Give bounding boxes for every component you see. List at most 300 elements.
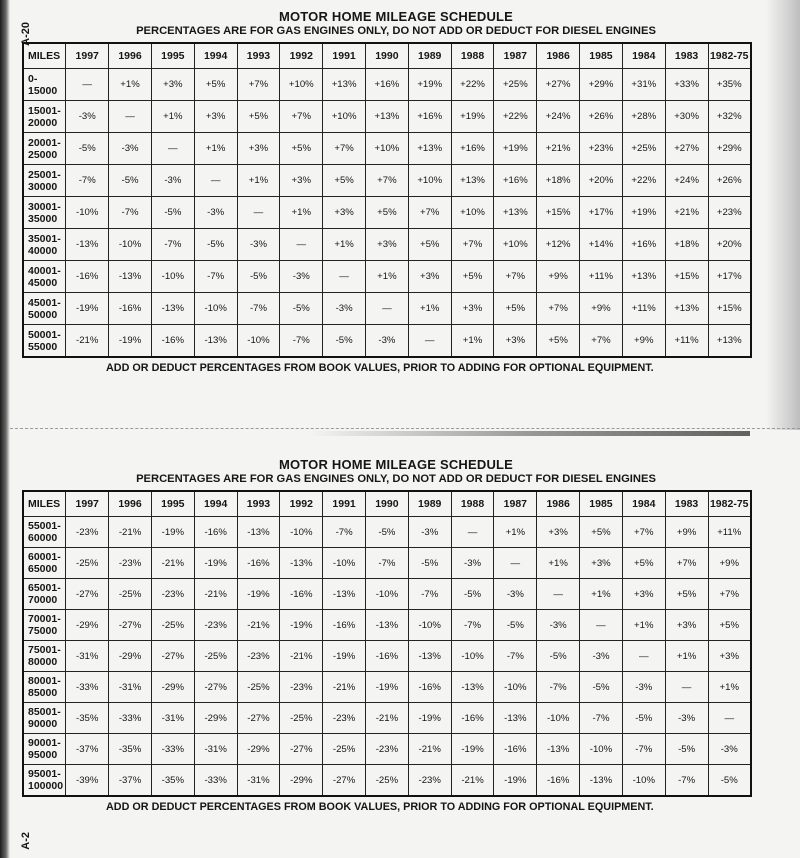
percentage-cell: +11% (708, 517, 751, 548)
percentage-cell: +23% (708, 197, 751, 229)
percentage-cell: +10% (323, 101, 366, 133)
percentage-cell: -23% (109, 548, 152, 579)
percentage-cell: -10% (280, 517, 323, 548)
percentage-cell: +7% (665, 548, 708, 579)
percentage-cell: +5% (494, 293, 537, 325)
percentage-cell: -13% (408, 641, 451, 672)
percentage-cell: -23% (366, 734, 409, 765)
percentage-cell: -25% (194, 641, 237, 672)
percentage-cell: -7% (622, 734, 665, 765)
percentage-cell: +16% (366, 69, 409, 101)
percentage-cell: +3% (708, 641, 751, 672)
percentage-cell: +7% (366, 165, 409, 197)
percentage-cell: -29% (280, 765, 323, 797)
percentage-cell: -10% (237, 325, 280, 358)
percentage-cell: +21% (665, 197, 708, 229)
column-header-year: 1994 (194, 491, 237, 517)
schedule-panel-bottom (10, 458, 762, 813)
percentage-cell: -21% (194, 579, 237, 610)
mileage-range-cell: 65001-70000 (23, 579, 66, 610)
percentage-cell: -19% (494, 765, 537, 797)
percentage-cell: -10% (622, 765, 665, 797)
percentage-cell: -7% (66, 165, 109, 197)
percentage-cell: +1% (151, 101, 194, 133)
percentage-cell: +22% (494, 101, 537, 133)
percentage-cell: -23% (323, 703, 366, 734)
percentage-cell: -5% (451, 579, 494, 610)
percentage-cell: -27% (66, 579, 109, 610)
percentage-cell: — (451, 517, 494, 548)
column-header-year: 1991 (323, 43, 366, 69)
table-header-row (23, 491, 751, 517)
percentage-cell: -16% (451, 703, 494, 734)
table-row (23, 325, 751, 358)
percentage-cell: -7% (109, 197, 152, 229)
percentage-cell: -10% (66, 197, 109, 229)
percentage-cell: -16% (280, 579, 323, 610)
percentage-cell: -16% (366, 641, 409, 672)
percentage-cell: +16% (622, 229, 665, 261)
percentage-cell: -31% (109, 672, 152, 703)
percentage-cell: +13% (708, 325, 751, 358)
percentage-cell: +7% (537, 293, 580, 325)
column-header-year: 1996 (109, 43, 152, 69)
percentage-cell: -3% (237, 229, 280, 261)
percentage-cell: -3% (323, 293, 366, 325)
percentage-cell: -5% (280, 293, 323, 325)
percentage-cell: +5% (237, 101, 280, 133)
percentage-cell: -25% (366, 765, 409, 797)
percentage-cell: +7% (280, 101, 323, 133)
percentage-cell: -16% (194, 517, 237, 548)
percentage-cell: -3% (366, 325, 409, 358)
percentage-cell: -21% (109, 517, 152, 548)
percentage-cell: +1% (622, 610, 665, 641)
percentage-cell: -33% (66, 672, 109, 703)
mileage-range-cell: 40001-45000 (23, 261, 66, 293)
mileage-range-cell: 70001-75000 (23, 610, 66, 641)
percentage-cell: +3% (537, 517, 580, 548)
percentage-cell: +17% (708, 261, 751, 293)
column-header-year: 1988 (451, 43, 494, 69)
percentage-cell: -19% (323, 641, 366, 672)
percentage-cell: -35% (109, 734, 152, 765)
column-header-year: 1989 (408, 43, 451, 69)
percentage-cell: +3% (451, 293, 494, 325)
table-row (23, 517, 751, 548)
percentage-cell: -3% (280, 261, 323, 293)
percentage-cell: -7% (451, 610, 494, 641)
table-row (23, 101, 751, 133)
column-header-year: 1987 (494, 491, 537, 517)
percentage-cell: -13% (451, 672, 494, 703)
percentage-cell: +27% (537, 69, 580, 101)
column-header-miles: MILES (23, 43, 66, 69)
percentage-cell: +11% (665, 325, 708, 358)
percentage-cell: +19% (622, 197, 665, 229)
percentage-cell: +10% (494, 229, 537, 261)
percentage-cell: -39% (66, 765, 109, 797)
percentage-cell: -31% (66, 641, 109, 672)
percentage-cell: -27% (151, 641, 194, 672)
percentage-cell: -16% (537, 765, 580, 797)
percentage-cell: +23% (580, 133, 623, 165)
percentage-cell: +21% (537, 133, 580, 165)
column-header-year: 1991 (323, 491, 366, 517)
percentage-cell: -13% (237, 517, 280, 548)
percentage-cell: +5% (665, 579, 708, 610)
percentage-cell: -5% (109, 165, 152, 197)
percentage-cell: — (494, 548, 537, 579)
percentage-cell: +14% (580, 229, 623, 261)
percentage-cell: -13% (580, 765, 623, 797)
percentage-cell: -3% (151, 165, 194, 197)
column-header-year: 1987 (494, 43, 537, 69)
percentage-cell: +19% (408, 69, 451, 101)
table-row (23, 579, 751, 610)
table-header-row (23, 43, 751, 69)
percentage-cell: +5% (451, 261, 494, 293)
percentage-cell: +7% (408, 197, 451, 229)
table-row (23, 703, 751, 734)
percentage-cell: -7% (323, 517, 366, 548)
column-header-year: 1996 (109, 491, 152, 517)
percentage-cell: — (580, 610, 623, 641)
page-code-bottom: A-2 (20, 832, 32, 850)
percentage-cell: +3% (580, 548, 623, 579)
percentage-cell: -5% (66, 133, 109, 165)
percentage-cell: -21% (151, 548, 194, 579)
percentage-cell: +3% (366, 229, 409, 261)
percentage-cell: — (66, 69, 109, 101)
percentage-cell: +13% (622, 261, 665, 293)
column-header-year: 1982-75 (708, 43, 751, 69)
percentage-cell: -13% (366, 610, 409, 641)
percentage-cell: -5% (151, 197, 194, 229)
percentage-cell: +1% (665, 641, 708, 672)
percentage-cell: +1% (323, 229, 366, 261)
percentage-cell: -27% (323, 765, 366, 797)
percentage-cell: -23% (280, 672, 323, 703)
percentage-cell: -10% (580, 734, 623, 765)
percentage-cell: +7% (237, 69, 280, 101)
percentage-cell: -5% (708, 765, 751, 797)
mileage-range-cell: 25001-30000 (23, 165, 66, 197)
percentage-cell: — (708, 703, 751, 734)
column-header-year: 1982-75 (708, 491, 751, 517)
percentage-cell: -29% (66, 610, 109, 641)
percentage-cell: — (323, 261, 366, 293)
percentage-cell: — (366, 293, 409, 325)
mileage-range-cell: 0-15000 (23, 69, 66, 101)
mileage-range-cell: 35001-40000 (23, 229, 66, 261)
percentage-cell: -31% (151, 703, 194, 734)
percentage-cell: — (665, 672, 708, 703)
percentage-cell: +16% (451, 133, 494, 165)
percentage-cell: -27% (280, 734, 323, 765)
percentage-cell: +7% (323, 133, 366, 165)
percentage-cell: -3% (194, 197, 237, 229)
percentage-cell: — (194, 165, 237, 197)
column-header-year: 1986 (537, 43, 580, 69)
percentage-cell: — (237, 197, 280, 229)
mileage-range-cell: 20001-25000 (23, 133, 66, 165)
percentage-cell: -19% (237, 579, 280, 610)
percentage-cell: +7% (580, 325, 623, 358)
mileage-range-cell: 30001-35000 (23, 197, 66, 229)
percentage-cell: +28% (622, 101, 665, 133)
percentage-cell: -23% (66, 517, 109, 548)
mileage-range-cell: 50001-55000 (23, 325, 66, 358)
percentage-cell: +25% (622, 133, 665, 165)
percentage-cell: -5% (366, 517, 409, 548)
table-row (23, 672, 751, 703)
percentage-cell: -35% (151, 765, 194, 797)
percentage-cell: -7% (537, 672, 580, 703)
percentage-cell: -33% (109, 703, 152, 734)
percentage-cell: +27% (665, 133, 708, 165)
schedule-footer: ADD OR DEDUCT PERCENTAGES FROM BOOK VALUES, PRIOR TO ADDING FOR OPTIONAL EQUIPMENT. (106, 362, 654, 374)
table-row (23, 734, 751, 765)
table-row (23, 197, 751, 229)
percentage-cell: -16% (494, 734, 537, 765)
percentage-cell: +5% (622, 548, 665, 579)
column-header-year: 1995 (151, 43, 194, 69)
percentage-cell: -16% (151, 325, 194, 358)
column-header-year: 1988 (451, 491, 494, 517)
mileage-table-top (22, 42, 752, 358)
percentage-cell: +19% (494, 133, 537, 165)
percentage-cell: -16% (66, 261, 109, 293)
mileage-table-bottom (22, 490, 752, 797)
percentage-cell: +10% (366, 133, 409, 165)
percentage-cell: -3% (537, 610, 580, 641)
column-header-year: 1990 (366, 491, 409, 517)
percentage-cell: -16% (109, 293, 152, 325)
column-header-year: 1989 (408, 491, 451, 517)
table-row (23, 548, 751, 579)
percentage-cell: +33% (665, 69, 708, 101)
percentage-cell: +31% (622, 69, 665, 101)
percentage-cell: +3% (151, 69, 194, 101)
percentage-cell: +10% (451, 197, 494, 229)
percentage-cell: -19% (280, 610, 323, 641)
percentage-cell: -23% (194, 610, 237, 641)
percentage-cell: +25% (494, 69, 537, 101)
percentage-cell: -10% (194, 293, 237, 325)
percentage-cell: +5% (708, 610, 751, 641)
percentage-cell: -7% (280, 325, 323, 358)
percentage-cell: -13% (537, 734, 580, 765)
column-header-year: 1997 (66, 491, 109, 517)
percentage-cell: +13% (323, 69, 366, 101)
percentage-cell: +5% (580, 517, 623, 548)
percentage-cell: -25% (66, 548, 109, 579)
schedule-panel-top (10, 10, 762, 374)
percentage-cell: +11% (622, 293, 665, 325)
column-header-year: 1993 (237, 491, 280, 517)
percentage-cell: +35% (708, 69, 751, 101)
table-row (23, 641, 751, 672)
percentage-cell: +22% (622, 165, 665, 197)
percentage-cell: -16% (237, 548, 280, 579)
column-header-year: 1983 (665, 43, 708, 69)
percentage-cell: -27% (194, 672, 237, 703)
percentage-cell: — (109, 101, 152, 133)
percentage-cell: +26% (580, 101, 623, 133)
column-header-year: 1986 (537, 491, 580, 517)
percentage-cell: +13% (494, 197, 537, 229)
percentage-cell: +13% (665, 293, 708, 325)
table-row (23, 229, 751, 261)
mileage-range-cell: 80001-85000 (23, 672, 66, 703)
percentage-cell: +5% (366, 197, 409, 229)
column-header-year: 1985 (580, 491, 623, 517)
percentage-cell: +9% (537, 261, 580, 293)
percentage-cell: +29% (708, 133, 751, 165)
schedule-subtitle: PERCENTAGES ARE FOR GAS ENGINES ONLY, DO NOT ADD OR DEDUCT FOR DIESEL ENGINES (136, 473, 656, 485)
percentage-cell: +7% (708, 579, 751, 610)
percentage-cell: -13% (494, 703, 537, 734)
percentage-cell: -3% (451, 548, 494, 579)
percentage-cell: -21% (408, 734, 451, 765)
percentage-cell: -10% (109, 229, 152, 261)
percentage-cell: -7% (580, 703, 623, 734)
percentage-cell: -21% (366, 703, 409, 734)
percentage-cell: +3% (323, 197, 366, 229)
percentage-cell: -3% (622, 672, 665, 703)
table-row (23, 293, 751, 325)
percentage-cell: -35% (66, 703, 109, 734)
percentage-cell: -29% (109, 641, 152, 672)
percentage-cell: -19% (66, 293, 109, 325)
schedule-title: MOTOR HOME MILEAGE SCHEDULE (278, 9, 514, 24)
percentage-cell: -23% (237, 641, 280, 672)
percentage-cell: -5% (580, 672, 623, 703)
percentage-cell: +29% (580, 69, 623, 101)
percentage-cell: +7% (494, 261, 537, 293)
percentage-cell: -21% (323, 672, 366, 703)
table-row (23, 133, 751, 165)
table-row (23, 765, 751, 797)
percentage-cell: -5% (494, 610, 537, 641)
percentage-cell: +15% (537, 197, 580, 229)
percentage-cell: -27% (109, 610, 152, 641)
percentage-cell: -10% (451, 641, 494, 672)
percentage-cell: +18% (665, 229, 708, 261)
column-header-year: 1997 (66, 43, 109, 69)
percentage-cell: -23% (151, 579, 194, 610)
mileage-range-cell: 45001-50000 (23, 293, 66, 325)
column-header-year: 1990 (366, 43, 409, 69)
percentage-cell: -13% (66, 229, 109, 261)
percentage-cell: +5% (194, 69, 237, 101)
percentage-cell: +1% (494, 517, 537, 548)
percentage-cell: +5% (408, 229, 451, 261)
percentage-cell: -5% (194, 229, 237, 261)
percentage-cell: +12% (537, 229, 580, 261)
percentage-cell: -37% (66, 734, 109, 765)
percentage-cell: -3% (708, 734, 751, 765)
percentage-cell: +13% (451, 165, 494, 197)
percentage-cell: -25% (323, 734, 366, 765)
column-header-year: 1995 (151, 491, 194, 517)
percentage-cell: -5% (622, 703, 665, 734)
percentage-cell: -3% (665, 703, 708, 734)
mileage-range-cell: 55001-60000 (23, 517, 66, 548)
percentage-cell: +16% (494, 165, 537, 197)
mileage-range-cell: 85001-90000 (23, 703, 66, 734)
schedule-subtitle: PERCENTAGES ARE FOR GAS ENGINES ONLY, DO NOT ADD OR DEDUCT FOR DIESEL ENGINES (136, 25, 656, 37)
percentage-cell: -16% (323, 610, 366, 641)
percentage-cell: -19% (151, 517, 194, 548)
percentage-cell: +1% (537, 548, 580, 579)
percentage-cell: -25% (280, 703, 323, 734)
percentage-cell: -25% (109, 579, 152, 610)
percentage-cell: +30% (665, 101, 708, 133)
percentage-cell: +26% (708, 165, 751, 197)
percentage-cell: -7% (366, 548, 409, 579)
percentage-cell: +15% (665, 261, 708, 293)
percentage-cell: -21% (237, 610, 280, 641)
percentage-cell: +24% (665, 165, 708, 197)
percentage-cell: -10% (151, 261, 194, 293)
percentage-cell: — (408, 325, 451, 358)
percentage-cell: -21% (280, 641, 323, 672)
percentage-cell: +3% (237, 133, 280, 165)
column-header-year: 1983 (665, 491, 708, 517)
percentage-cell: -21% (66, 325, 109, 358)
page-code-top: A-20 (20, 22, 32, 46)
percentage-cell: +3% (408, 261, 451, 293)
percentage-cell: -31% (237, 765, 280, 797)
percentage-cell: -7% (237, 293, 280, 325)
percentage-cell: +3% (665, 610, 708, 641)
column-header-miles: MILES (23, 491, 66, 517)
percentage-cell: +1% (194, 133, 237, 165)
percentage-cell: +7% (622, 517, 665, 548)
percentage-cell: -7% (408, 579, 451, 610)
table-row (23, 69, 751, 101)
page-divider (10, 428, 800, 435)
column-header-year: 1992 (280, 43, 323, 69)
percentage-cell: +1% (237, 165, 280, 197)
percentage-cell: -5% (537, 641, 580, 672)
percentage-cell: +9% (622, 325, 665, 358)
percentage-cell: -3% (494, 579, 537, 610)
table-row (23, 610, 751, 641)
percentage-cell: -27% (237, 703, 280, 734)
column-header-year: 1985 (580, 43, 623, 69)
percentage-cell: +1% (580, 579, 623, 610)
percentage-cell: -7% (665, 765, 708, 797)
percentage-cell: +9% (580, 293, 623, 325)
percentage-cell: -23% (408, 765, 451, 797)
percentage-cell: +1% (280, 197, 323, 229)
column-header-year: 1984 (622, 491, 665, 517)
percentage-cell: -13% (323, 579, 366, 610)
percentage-cell: -19% (109, 325, 152, 358)
scan-shadow-right (766, 0, 800, 430)
percentage-cell: -31% (194, 734, 237, 765)
percentage-cell: +10% (408, 165, 451, 197)
percentage-cell: -33% (151, 734, 194, 765)
percentage-cell: -16% (408, 672, 451, 703)
percentage-cell: +9% (708, 548, 751, 579)
percentage-cell: -7% (494, 641, 537, 672)
percentage-cell: -19% (366, 672, 409, 703)
percentage-cell: +24% (537, 101, 580, 133)
